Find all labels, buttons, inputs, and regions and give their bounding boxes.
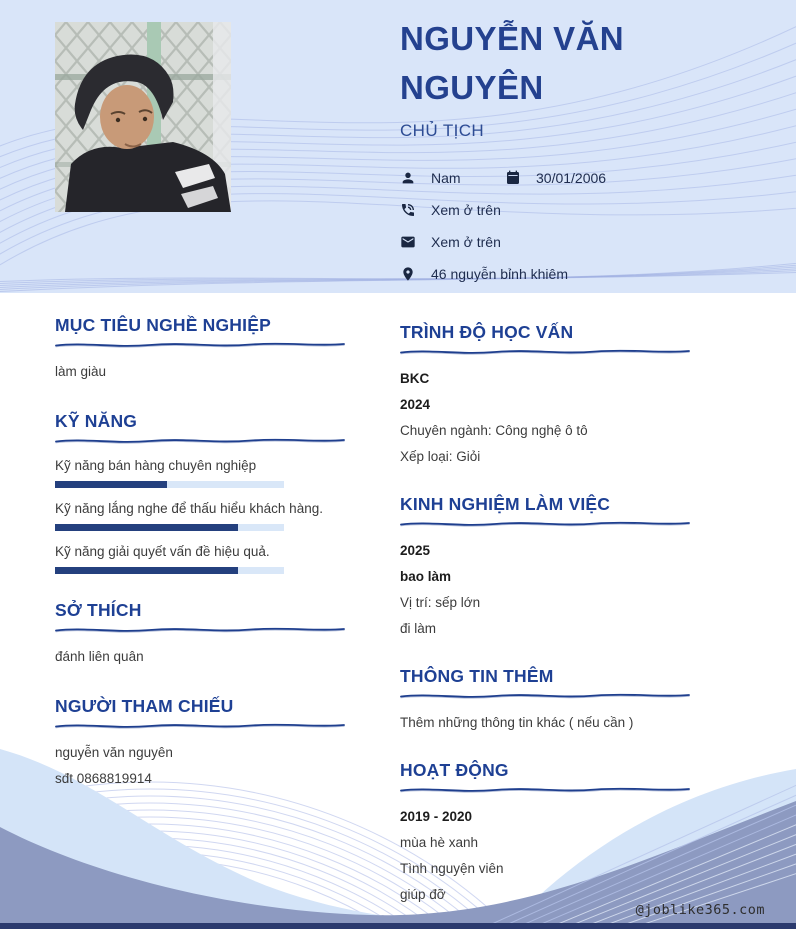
experience-desc: đi làm <box>400 621 437 636</box>
profile-photo-image <box>55 22 231 212</box>
job-title: CHỦ TỊCH <box>400 121 485 140</box>
phone-icon <box>400 202 416 218</box>
experience-position: Vị trí: sếp lớn <box>400 595 481 610</box>
location-icon <box>400 266 416 282</box>
calendar-icon <box>505 170 521 186</box>
heading-underline <box>55 340 345 349</box>
heading-underline <box>400 785 690 794</box>
skill-label: Kỹ năng lắng nghe để thấu hiểu khách hàng. <box>55 501 323 516</box>
address-value: 46 nguyễn bỉnh khiêm <box>431 266 568 282</box>
activities-org: mùa hè xanh <box>400 835 479 850</box>
activities-period: 2019 - 2020 <box>400 809 473 824</box>
heading-underline <box>400 347 690 356</box>
heading-underline <box>55 625 345 634</box>
section-heading-additional: THÔNG TIN THÊM <box>400 666 554 686</box>
watermark: @joblike365.com <box>635 902 765 918</box>
info-row-email <box>400 226 775 258</box>
info-row-phone <box>400 194 775 226</box>
birthday-value: 30/01/2006 <box>536 170 607 186</box>
objective-text: làm giàu <box>55 364 107 379</box>
person-icon <box>400 170 416 186</box>
section-heading-experience: KINH NGHIỆM LÀM VIỆC <box>400 494 611 514</box>
additional-text: Thêm những thông tin khác ( nếu cần ) <box>400 715 634 730</box>
skill-label: Kỹ năng giải quyết vấn đề hiệu quả. <box>55 544 270 559</box>
info-row-gender-dob <box>400 162 775 194</box>
section-heading-hobbies: SỞ THÍCH <box>55 600 142 620</box>
heading-underline <box>400 691 690 700</box>
cv-header <box>0 0 796 293</box>
skill-progress-bar <box>55 524 284 531</box>
left-column <box>55 293 345 792</box>
section-heading-skills: KỸ NĂNG <box>55 411 138 431</box>
activities-role: Tình nguyện viên <box>400 861 504 876</box>
hobbies-text: đánh liên quân <box>55 649 144 664</box>
skill-progress-bar <box>55 481 284 488</box>
right-column <box>400 293 690 908</box>
heading-underline <box>400 519 690 528</box>
info-row-address <box>400 258 775 290</box>
skill-progress-bar <box>55 567 284 574</box>
profile-photo <box>55 22 231 212</box>
gender-value: Nam <box>431 170 461 186</box>
heading-underline <box>55 436 345 445</box>
section-heading-education: TRÌNH ĐỘ HỌC VẤN <box>400 322 574 342</box>
education-school: BKC <box>400 371 430 386</box>
education-year: 2024 <box>400 397 431 412</box>
phone-value: Xem ở trên <box>431 202 501 218</box>
heading-underline <box>55 721 345 730</box>
reference-name: nguyễn văn nguyên <box>55 745 173 760</box>
reference-phone: sđt 0868819914 <box>55 771 152 786</box>
candidate-name: NGUYỄN VĂN NGUYÊN <box>400 20 625 106</box>
education-major: Chuyên ngành: Công nghệ ô tô <box>400 423 588 438</box>
experience-year: 2025 <box>400 543 431 558</box>
section-heading-references: NGƯỜI THAM CHIẾU <box>55 696 234 716</box>
section-heading-objective: MỤC TIÊU NGHỀ NGHIỆP <box>55 315 271 335</box>
experience-company: bao làm <box>400 569 452 584</box>
education-grade: Xếp loại: Giỏi <box>400 449 481 464</box>
mail-icon <box>400 234 416 250</box>
section-heading-activities: HOẠT ĐỘNG <box>400 760 509 780</box>
email-value: Xem ở trên <box>431 234 501 250</box>
skill-label: Kỹ năng bán hàng chuyên nghiệp <box>55 458 257 473</box>
contact-info <box>400 162 775 290</box>
activities-desc: giúp đỡ <box>400 887 446 902</box>
